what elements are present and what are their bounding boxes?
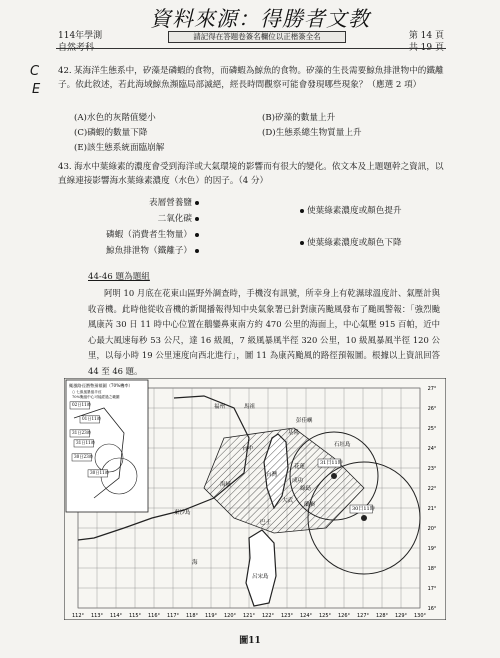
handwritten-answer-c: C (30, 64, 40, 79)
longitude-tick-label: 112° (71, 613, 85, 619)
question-number: 43. (58, 162, 72, 172)
longitude-tick-label: 128° (375, 613, 389, 619)
legend-radius: ○ 七級風暴風半徑 (72, 390, 102, 394)
header-right (409, 30, 444, 54)
place-label: 石垣島 (334, 442, 351, 448)
longitude-tick-label: 120° (223, 613, 237, 619)
place-label: 巴士 (260, 520, 272, 526)
place-label: 花蓮 (294, 464, 306, 470)
place-label: 大武 (282, 498, 294, 504)
page-number: 第 14 頁 (408, 31, 444, 41)
longitude-tick-label: 125° (318, 613, 332, 619)
left-dot[interactable] (195, 233, 199, 237)
longitude-tick-label: 126° (337, 613, 351, 619)
track-point-30 (361, 515, 367, 521)
place-label: 呂宋島 (252, 574, 269, 580)
track-time-label: 31日11時 (320, 460, 343, 466)
place-label: 福州 (214, 404, 226, 410)
inset-time-label: 30日23時 (74, 454, 94, 459)
longitude-tick-label: 117° (166, 613, 180, 619)
place-label: 海峽 (220, 482, 232, 488)
latitude-tick-label: 17° (427, 586, 437, 592)
q42-option-b[interactable]: (B)矽藻的數量上升 (262, 113, 336, 123)
longitude-tick-label: 114° (109, 613, 123, 619)
exam-subject: 自然考科 (58, 43, 95, 53)
place-label: 東沙島 (174, 510, 191, 516)
latitude-tick-label: 19° (427, 546, 437, 552)
longitude-tick-label: 123° (280, 613, 294, 619)
handwritten-answer-e: E (32, 82, 41, 97)
latitude-tick-label: 24° (427, 446, 437, 452)
inset-time-label: 31日23時 (72, 430, 92, 435)
q42-option-a[interactable]: (A)水色的灰階值變小 (74, 113, 156, 123)
effect-increase: 使葉綠素濃度或顏色提升 (307, 206, 402, 216)
longitude-tick-label: 121° (242, 613, 256, 619)
figure-caption: 圖11 (239, 636, 261, 646)
page-total: 共 19 頁 (408, 43, 444, 53)
longitude-tick-label: 119° (204, 613, 218, 619)
factor-krill: 磷蝦（消費者生物量） (106, 230, 192, 240)
question-group-title: 44-46 題為題組 (88, 272, 150, 282)
q42-option-d[interactable]: (D)生態系總生物質量上升 (262, 128, 362, 138)
factor-co2: 二氧化碳 (157, 214, 192, 224)
header-rule (56, 48, 446, 49)
latitude-tick-label: 22° (427, 486, 437, 492)
longitude-tick-label: 127° (356, 613, 370, 619)
left-dot[interactable] (195, 201, 199, 205)
q42-option-e[interactable]: (E)該生態系統面臨崩解 (74, 143, 165, 153)
latitude-tick-label: 26° (427, 406, 437, 412)
place-label: 台中 (242, 446, 254, 452)
place-label: 蘭嶼 (304, 502, 316, 508)
place-label: 綠島 (300, 486, 312, 492)
left-dot[interactable] (195, 249, 199, 253)
longitude-tick-label: 113° (90, 613, 104, 619)
factor-nutrients: 表層營養鹽 (149, 198, 192, 208)
right-dot[interactable] (300, 209, 304, 213)
header-left (58, 30, 102, 54)
longitude-tick-label: 118° (185, 613, 199, 619)
map-title: 颱風路徑潛勢預報圖（70%機率） (69, 383, 133, 388)
legend-probability: 70%颱風中心可能經過之範圍 (72, 395, 120, 399)
latitude-tick-label: 23° (427, 466, 437, 472)
right-dot[interactable] (300, 241, 304, 245)
question-number: 42. (58, 66, 72, 76)
latitude-tick-label: 20° (427, 526, 437, 532)
inset-time-label: 01日11時 (82, 416, 102, 421)
place-label: 馬祖 (244, 404, 256, 410)
inset-time-label: 30日11時 (90, 470, 110, 475)
place-label: 成功 (292, 478, 304, 484)
factor-whale: 鯨魚排泄物（鐵離子） (106, 246, 192, 256)
longitude-tick-label: 124° (299, 613, 313, 619)
latitude-tick-label: 25° (427, 426, 437, 432)
latitude-tick-label: 27° (427, 386, 437, 392)
map-svg (64, 378, 446, 620)
inset-time-label: 31日11時 (76, 440, 96, 445)
longitude-tick-label: 122° (261, 613, 275, 619)
question-42 (58, 64, 450, 92)
latitude-tick-label: 21° (427, 506, 437, 512)
typhoon-track-map (64, 378, 446, 620)
passage-text (88, 286, 440, 379)
longitude-tick-label: 116° (147, 613, 161, 619)
watermark-title: 資料來源：得勝者文教 (150, 7, 370, 31)
question-43 (58, 160, 450, 188)
place-label: 海 (192, 560, 198, 566)
track-point-31 (331, 473, 337, 479)
luzon-island (246, 530, 276, 606)
track-time-label: 30日11時 (352, 506, 375, 512)
place-label: 基隆 (288, 430, 300, 436)
exam-year: 114年學測 (58, 31, 103, 41)
passage-paragraph: 阿明 10 月底在花東山區野外調查時，手機沒有訊號，所幸身上有乾濕球溫度計、氣壓計與收音機。此時他從收音機的新聞播報得知中央氣象署已針對康芮颱風發布了颱風警報：「強烈颱風康芮 30 日 11 時中心位置在鵝鑾鼻東南方約 470 公里的海面上，中心氣壓 915 百帕，近中心最大風速每秒 53 公尺，達 16 級風，7 級風暴風半徑 320 公里，10 級風暴風半徑 120 公里，以每小時 19 公里速度向西北進行」，圖 11 為康芮颱風的路徑預報圖。根據以上資訊回答 44 至 46 題。 (88, 288, 440, 376)
question-stem: 某海洋生態系中，矽藻是磷蝦的食物，而磷蝦為鯨魚的食物。矽藻的生長需要鯨魚排泄物中的鐵離子。依此敘述，若此海域鯨魚瀕臨局部滅絕，經長時間觀察可能會發現哪些現象？（應選 2 項） (58, 66, 444, 90)
place-label: 彭佳嶼 (296, 418, 313, 424)
question-stem: 海水中葉綠素的濃度會受到海洋或大氣環境的影響而有很大的變化。依文本及上題題幹之資訊，以直線連接影響海水葉綠素濃度（水色）的因子。（4 分） (58, 162, 444, 186)
latitude-tick-label: 16° (427, 606, 437, 612)
inset-time-label: 02日11時 (72, 402, 92, 407)
latitude-tick-label: 18° (427, 566, 437, 572)
longitude-tick-label: 130° (413, 613, 427, 619)
signature-notice: 請記得在答題卷簽名欄位以正楷簽全名 (168, 31, 346, 43)
effect-decrease: 使葉綠素濃度或顏色下降 (307, 238, 402, 248)
longitude-tick-label: 115° (128, 613, 142, 619)
left-dot[interactable] (195, 217, 199, 221)
place-label: 台灣 (266, 472, 278, 478)
q42-option-c[interactable]: (C)磷蝦的數量下降 (74, 128, 148, 138)
longitude-tick-label: 129° (394, 613, 408, 619)
